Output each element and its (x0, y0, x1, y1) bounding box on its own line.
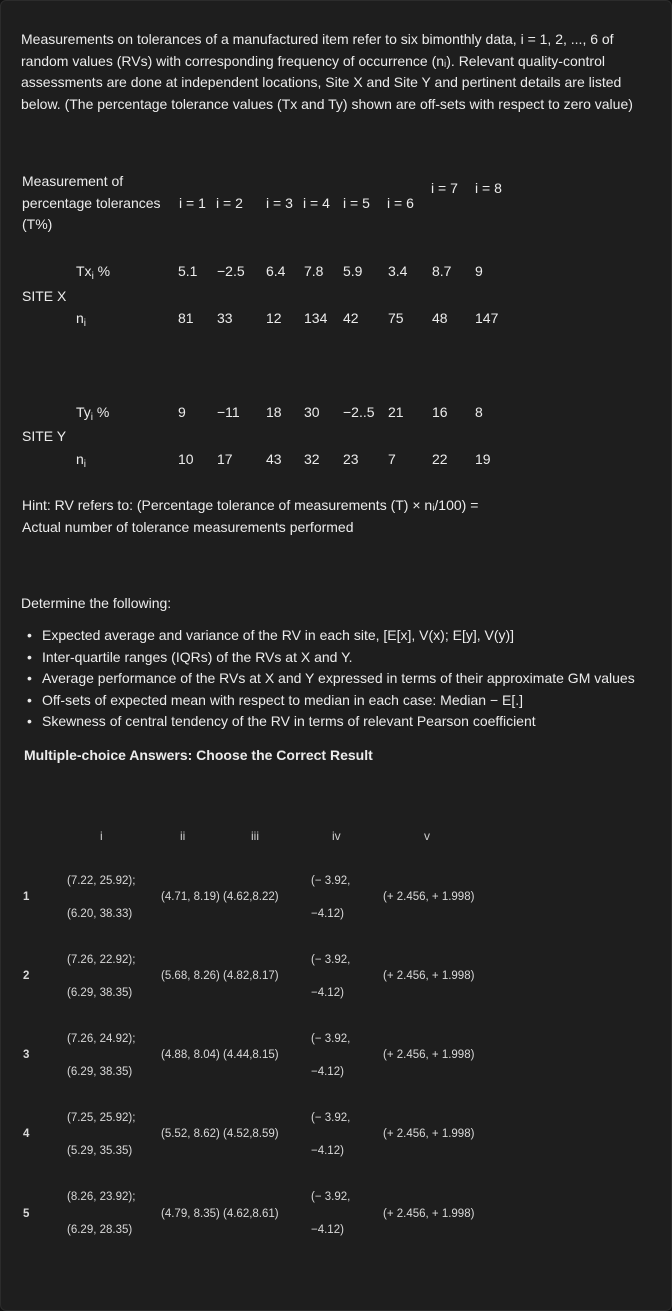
intro-paragraph: Measurements on tolerances of a manufactured item refer to six bimonthly data, i = 1, 2, ..., 6 of random values (RVs) with corresponding frequency of occurrence (nᵢ). Relevant quality-control assessments are done at independent locations, Site X and Site Y and pertinent details are listed below. (The percentage tolerance values (Tx and Ty) shown are off-sets with respect to zero value) (21, 31, 633, 113)
site-y-t-value: 18 (266, 404, 282, 420)
answer-v: (+ 2.456, + 1.998) (383, 1128, 475, 1140)
site-x-t-value: 9 (475, 263, 483, 279)
site-y-t-value: −11 (217, 404, 240, 420)
task-item: • Skewness of central tendency of the RV in terms of relevant Pearson coefficient (21, 711, 635, 733)
answer-iv-top: (− 3.92, (311, 1033, 351, 1045)
mcq-title: Multiple-choice Answers: Choose the Correct Result (24, 747, 373, 763)
site-x-t-value: 6.4 (266, 263, 286, 279)
answer-iv-bottom: −4.12) (311, 1145, 344, 1157)
site-x-t-value: 3.4 (388, 263, 408, 279)
site-x-t-label: $Tx_i$ % (76, 263, 111, 282)
site-y-n-value: 10 (178, 451, 194, 467)
answer-col-header-i: i (100, 829, 103, 843)
answer-col-header-v: v (424, 829, 430, 843)
task-item: • Expected average and variance of the RV in each site, [E[x], V(x); E[y], V(y)] (21, 625, 635, 647)
table-header-line3: (T%) (22, 216, 53, 232)
answer-iv-bottom: −4.12) (311, 1224, 344, 1236)
col-header-8: i = 8 (475, 180, 502, 196)
site-x-n-value: 42 (343, 310, 359, 326)
col-header-3: i = 3 (266, 195, 293, 211)
answer-iv-top: (− 3.92, (311, 1191, 351, 1203)
answer-number: 2 (23, 970, 30, 982)
answer-number: 5 (23, 1208, 30, 1220)
site-x-n-value: 81 (178, 310, 194, 326)
answer-iv-top: (− 3.92, (311, 1112, 351, 1124)
site-y-n-value: 19 (475, 451, 491, 467)
site-x-t-value: −2.5 (217, 263, 245, 279)
site-y-t-value: 16 (432, 404, 448, 420)
site-x-n-value: 75 (388, 310, 404, 326)
task-item: • Average performance of the RVs at X and Y expressed in terms of their approximate GM values (21, 668, 635, 690)
table-header-line2: percentage tolerances (22, 195, 161, 211)
answer-i-top: (7.26, 22.92); (67, 954, 136, 966)
answer-iv-bottom: −4.12) (311, 908, 344, 920)
site-x-n-value: 147 (475, 310, 499, 326)
site-x-t-value: 5.9 (343, 263, 363, 279)
answer-ii-iii: (4.71, 8.19) (4.62,8.22) (161, 891, 279, 903)
table-header-line1: Measurement of (22, 173, 124, 189)
site-x-n-value: 134 (304, 310, 328, 326)
site-y-n-value: 23 (343, 451, 359, 467)
answer-i-bottom: (6.29, 38.35) (67, 987, 133, 999)
answer-i-bottom: (6.29, 28.35) (67, 1224, 133, 1236)
col-header-7: i = 7 (431, 180, 458, 196)
answer-v: (+ 2.456, + 1.998) (383, 970, 475, 982)
site-y-label: SITE Y (22, 428, 67, 444)
answer-i-bottom: (6.29, 38.35) (67, 1066, 133, 1078)
answer-col-header-iv: iv (332, 829, 341, 843)
site-x-t-value: 7.8 (304, 263, 324, 279)
hint-line-1: Hint: RV refers to: (Percentage tolerance of measurements (T) × nᵢ/100) = (22, 497, 479, 513)
answer-number: 4 (23, 1128, 30, 1140)
site-y-t-value: 9 (178, 404, 186, 420)
answer-i-top: (7.22, 25.92); (67, 875, 136, 887)
answer-iv-bottom: −4.12) (311, 987, 344, 999)
site-x-n-value: 33 (217, 310, 233, 326)
answer-col-header-ii: ii (180, 829, 186, 843)
answer-number: 1 (23, 891, 30, 903)
task-item: • Inter-quartile ranges (IQRs) of the RVs at X and Y. (21, 647, 635, 669)
answer-v: (+ 2.456, + 1.998) (383, 891, 475, 903)
site-y-n-label: $n_i$ (76, 451, 87, 470)
col-header-5: i = 5 (343, 195, 370, 211)
answer-i-bottom: (5.29, 35.35) (67, 1145, 133, 1157)
answer-ii-iii: (5.68, 8.26) (4.82,8.17) (161, 970, 279, 982)
col-header-6: i = 6 (387, 195, 414, 211)
answer-iv-top: (− 3.92, (311, 954, 351, 966)
task-list (21, 625, 635, 733)
answer-ii-iii: (5.52, 8.62) (4.52,8.59) (161, 1128, 279, 1140)
determine-title: Determine the following: (21, 595, 172, 611)
site-y-t-value: 8 (475, 404, 483, 420)
answer-iv-top: (− 3.92, (311, 875, 351, 887)
site-x-n-value: 48 (432, 310, 448, 326)
site-y-n-value: 43 (266, 451, 282, 467)
site-x-t-value: 5.1 (178, 263, 198, 279)
site-y-n-value: 32 (304, 451, 320, 467)
answer-iv-bottom: −4.12) (311, 1066, 344, 1078)
site-y-n-value: 22 (432, 451, 448, 467)
answer-number: 3 (23, 1049, 30, 1061)
site-x-label: SITE X (22, 288, 67, 304)
answer-ii-iii: (4.79, 8.35) (4.62,8.61) (161, 1208, 279, 1220)
answer-i-bottom: (6.20, 38.33) (67, 908, 133, 920)
hint-text (22, 494, 642, 538)
answer-v: (+ 2.456, + 1.998) (383, 1049, 475, 1061)
site-y-t-label: $Ty_i$ % (76, 404, 110, 423)
hint-line-2: Actual number of tolerance measurements performed (22, 519, 354, 535)
answer-i-top: (8.26, 23.92); (67, 1191, 136, 1203)
answer-i-top: (7.26, 24.92); (67, 1033, 136, 1045)
site-y-t-value: 30 (304, 404, 320, 420)
answer-ii-iii: (4.88, 8.04) (4.44,8.15) (161, 1049, 279, 1061)
col-header-4: i = 4 (303, 195, 330, 211)
answer-v: (+ 2.456, + 1.998) (383, 1208, 475, 1220)
answer-i-top: (7.25, 25.92); (67, 1112, 136, 1124)
site-y-n-value: 17 (217, 451, 233, 467)
site-x-n-label: $n_i$ (76, 310, 87, 329)
site-x-n-value: 12 (266, 310, 282, 326)
site-x-t-value: 8.7 (432, 263, 452, 279)
site-y-n-value: 7 (388, 451, 396, 467)
task-item: • Off-sets of expected mean with respect to median in each case: Median − E[.] (21, 690, 635, 712)
col-header-2: i = 2 (216, 195, 243, 211)
site-y-t-value: 21 (388, 404, 404, 420)
col-header-1: i = 1 (179, 195, 206, 211)
site-y-t-value: −2..5 (343, 404, 375, 420)
answer-col-header-iii: iii (251, 829, 259, 843)
